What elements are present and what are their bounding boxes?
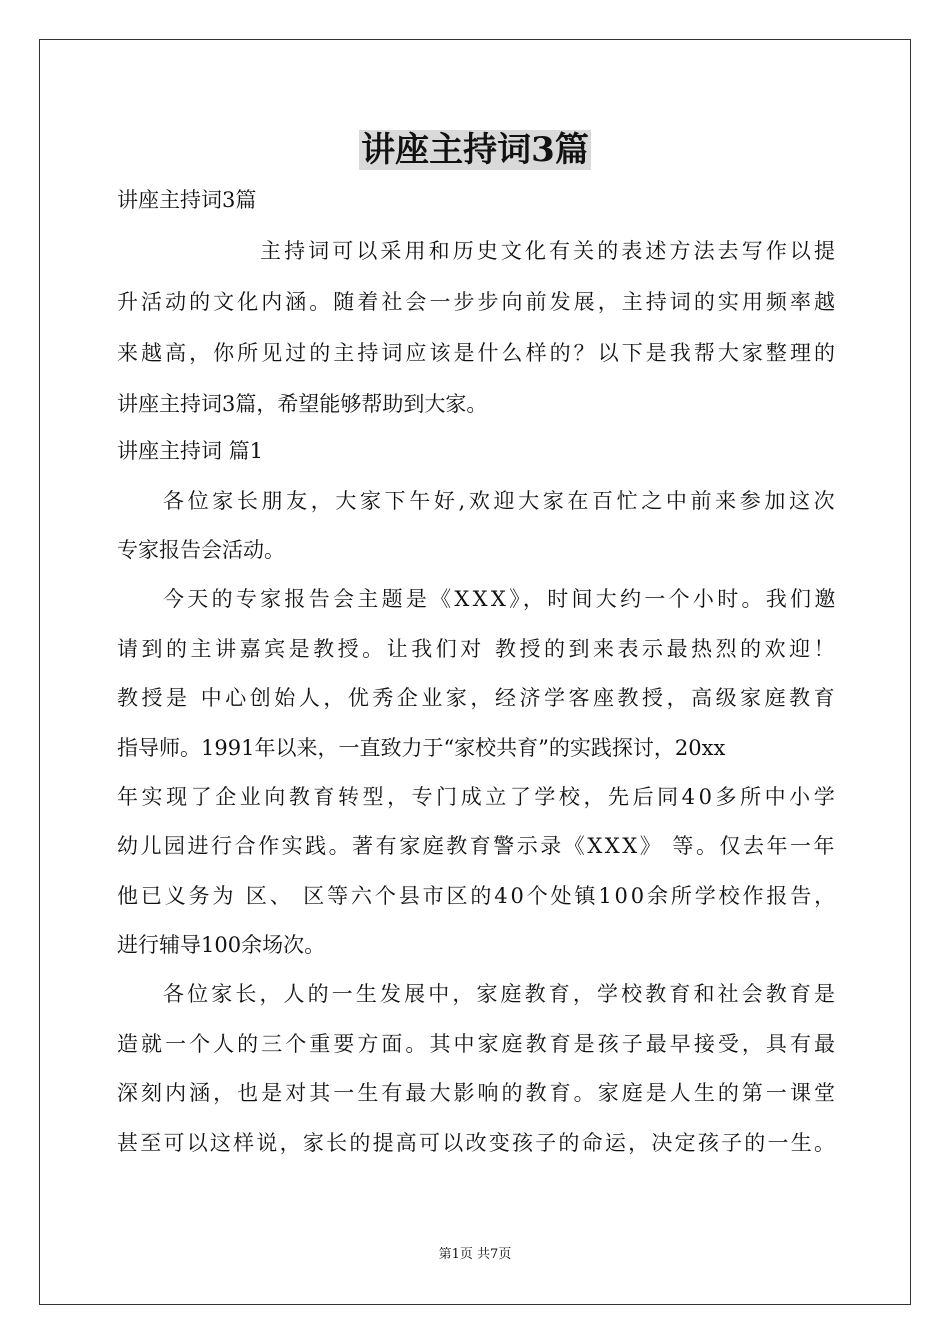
paragraph-line: 年实现了企业向教育转型，专门成立了学校，先后同40多所中小学	[117, 785, 839, 809]
paragraph-line: 今天的专家报告会主题是《XXX》，时间大约一个小时。我们邀	[163, 587, 839, 611]
document-title	[0, 128, 950, 172]
intro-line: 来越高，你所见过的主持词应该是什么样的？以下是我帮大家整理的	[117, 341, 839, 365]
paragraph-line: 进行辅导100余场次。	[117, 933, 326, 957]
paragraph-line: 造就一个人的三个重要方面。其中家庭教育是孩子最早接受，具有最	[117, 1032, 839, 1056]
paragraph-line: 深刻内涵，也是对其一生有最大影响的教育。家庭是人生的第一课堂	[117, 1081, 839, 1105]
intro-line: 主持词可以采用和历史文化有关的表述方法去写作以提	[260, 239, 839, 263]
paragraph-line: 请到的主讲嘉宾是教授。让我们对 教授的到来表示最热烈的欢迎！	[117, 637, 839, 661]
paragraph-line: 甚至可以这样说，家长的提高可以改变孩子的命运，决定孩子的一生。	[117, 1131, 838, 1155]
paragraph-line: 各位家长朋友，大家下午好,欢迎大家在百忙之中前来参加这次	[163, 489, 839, 513]
page-border	[39, 39, 911, 1305]
paragraph-line: 他已义务为 区、 区等六个县市区的40个处镇100余所学校作报告，	[117, 884, 839, 908]
document-title-text: 讲座主持词3篇	[361, 130, 589, 170]
paragraph-line: 指导师。1991年以来，一直致力于“家校共育”的实践探讨，20xx	[117, 736, 726, 760]
section-heading: 讲座主持词 篇1	[117, 439, 264, 463]
intro-line: 讲座主持词3篇，希望能够帮助到大家。	[117, 392, 488, 416]
paragraph-line: 教授是 中心创始人，优秀企业家，经济学客座教授，高级家庭教育	[117, 686, 839, 710]
paragraph-line: 专家报告会活动。	[117, 538, 285, 562]
intro-line: 升活动的文化内涵。随着社会一步步向前发展，主持词的实用频率越	[117, 290, 839, 314]
document-subtitle: 讲座主持词3篇	[117, 188, 257, 212]
page-footer: 第1页 共7页	[438, 1247, 512, 1262]
paragraph-line: 幼儿园进行合作实践。著有家庭教育警示录《XXX》 等。仅去年一年	[117, 834, 838, 858]
paragraph-line: 各位家长，人的一生发展中，家庭教育，学校教育和社会教育是	[163, 982, 839, 1006]
